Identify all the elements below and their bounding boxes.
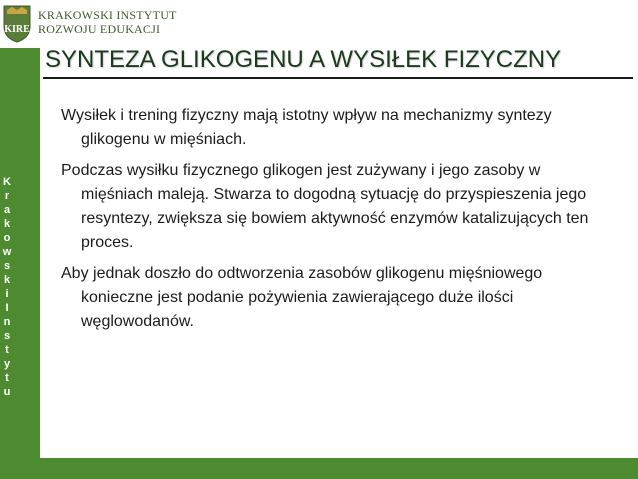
side-letter: t xyxy=(5,372,9,384)
side-letter: t xyxy=(5,344,9,356)
bottom-band xyxy=(0,458,638,479)
slide-title: SYNTEZA GLIKOGENU A WYSIŁEK FIZYCZNY xyxy=(45,46,562,73)
side-letter: K xyxy=(3,176,11,188)
side-letter: i xyxy=(5,288,9,300)
logo-line-2: ROZWOJU EDUKACJI xyxy=(38,22,161,36)
side-letter: u xyxy=(3,386,11,398)
title-divider xyxy=(43,77,633,79)
side-letter: I xyxy=(5,302,9,314)
paragraph: Wysiłek i trening fizyczny mają istotny wpływ na mechanizmy syntezy glikogenu w mięśniach. xyxy=(61,107,552,148)
logo-mark-text: KIRE xyxy=(4,24,30,35)
paragraph: Podczas wysiłku fizycznego glikogen jest zużywany i jego zasoby w mięśniach maleją. Stwarza to dogodną sytuację do przyspieszenia jego resyntezy, zwiększa się bowiem aktywność enzymów katalizujących ten proces. xyxy=(61,162,589,251)
side-letter: o xyxy=(3,232,11,244)
side-letter: k xyxy=(3,218,11,230)
side-letter: r xyxy=(4,190,10,202)
logo-crest-icon xyxy=(2,4,32,44)
side-letter: y xyxy=(3,358,11,370)
side-letter: a xyxy=(3,204,11,216)
paragraph: Aby jednak doszło do odtworzenia zasobów glikogenu mięśniowego konieczne jest podanie pożywienia zawierającego duże ilości węglowodanów. xyxy=(61,265,543,330)
side-vertical-text xyxy=(0,176,14,479)
side-letter: k xyxy=(3,274,11,286)
side-letter: w xyxy=(2,246,12,258)
logo-line-1: KRAKOWSKI INSTYTUT xyxy=(38,8,177,22)
side-letter: s xyxy=(3,330,11,342)
slide-content xyxy=(61,104,606,341)
logo-text xyxy=(38,8,177,36)
side-letter: n xyxy=(3,316,11,328)
side-letter: s xyxy=(3,260,11,272)
logo xyxy=(0,0,180,48)
